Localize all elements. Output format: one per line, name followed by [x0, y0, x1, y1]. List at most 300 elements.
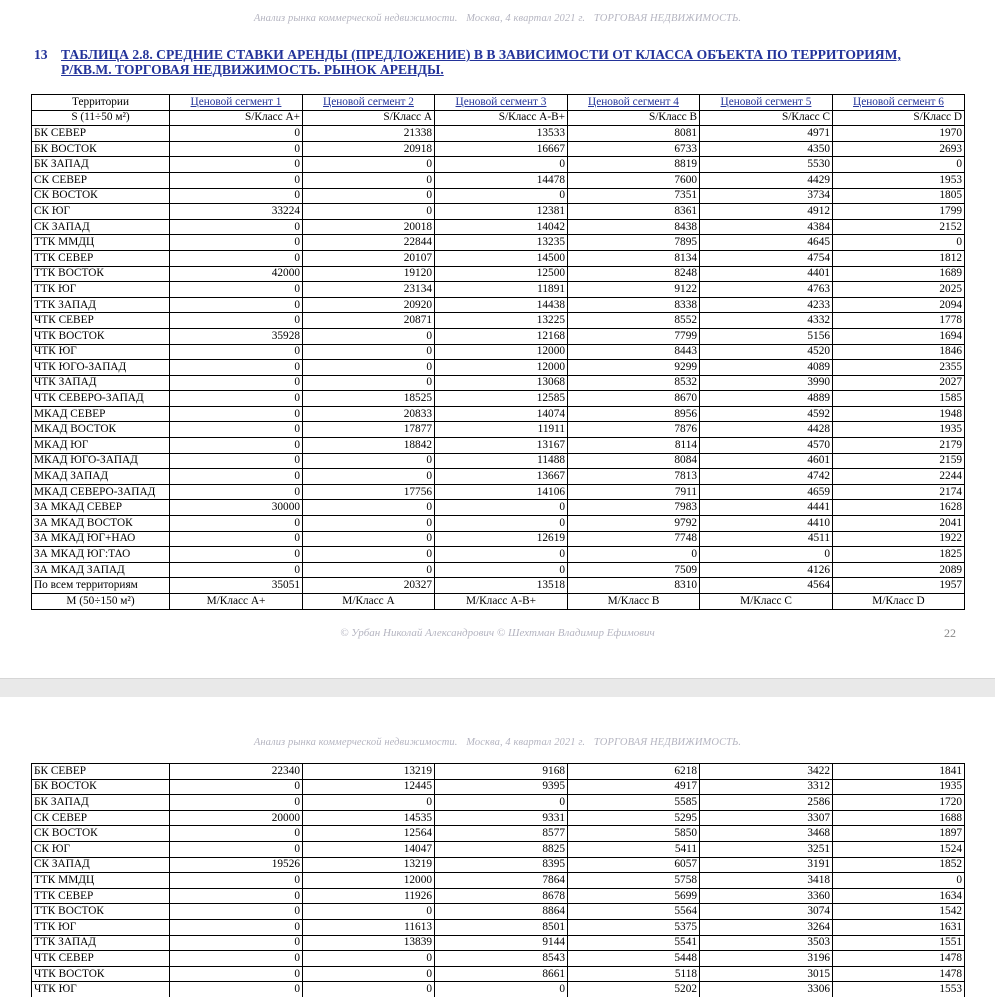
rate-cell: 0 — [170, 375, 303, 391]
rate-cell: 3422 — [700, 764, 833, 780]
rate-cell: 0 — [303, 951, 435, 967]
table-row — [32, 982, 965, 997]
territory-name: МКАД СЕВЕР — [32, 406, 170, 422]
rate-cell: 0 — [303, 562, 435, 578]
rate-cell: 0 — [435, 157, 568, 173]
rate-cell: 20920 — [303, 297, 435, 313]
rate-cell: 1805 — [833, 188, 965, 204]
rate-cell: 8114 — [568, 438, 700, 454]
rate-cell: 1689 — [833, 266, 965, 282]
territory-name: МКАД СЕВЕРО-ЗАПАД — [32, 484, 170, 500]
rate-cell: 1478 — [833, 951, 965, 967]
rate-cell: 11926 — [303, 888, 435, 904]
rate-cell: 1970 — [833, 126, 965, 142]
territory-name: БК ЗАПАД — [32, 795, 170, 811]
rate-cell: 17877 — [303, 422, 435, 438]
rate-cell: 4971 — [700, 126, 833, 142]
rate-cell: 0 — [170, 469, 303, 485]
rate-cell: 30000 — [170, 500, 303, 516]
rate-cell: 0 — [833, 157, 965, 173]
rate-cell: 4441 — [700, 500, 833, 516]
rate-cell: 4763 — [700, 282, 833, 298]
rate-cell: 4742 — [700, 469, 833, 485]
rate-cell: 8248 — [568, 266, 700, 282]
rate-cell: 14478 — [435, 172, 568, 188]
rate-cell: 1799 — [833, 204, 965, 220]
table-title-line1: ТАБЛИЦА 2.8. СРЕДНИЕ СТАВКИ АРЕНДЫ (ПРЕДЛОЖЕНИЕ) В В ЗАВИСИМОСТИ ОТ КЛАССА ОБЪЕКТА ПО ТЕРРИТОРИЯМ, — [61, 47, 901, 62]
table-row — [32, 469, 965, 485]
rate-cell: 8361 — [568, 204, 700, 220]
rate-cell: 3191 — [700, 857, 833, 873]
rate-cell: 1957 — [833, 578, 965, 594]
rate-cell: 14074 — [435, 406, 568, 422]
rate-cell: 8552 — [568, 313, 700, 329]
running-header — [0, 13, 995, 24]
territory-name: БК ВОСТОК — [32, 779, 170, 795]
table-row — [32, 795, 965, 811]
territory-name: БК СЕВЕР — [32, 126, 170, 142]
rate-cell: 3307 — [700, 810, 833, 826]
running-header-left: Анализ рынка коммерческой недвижимости. — [253, 737, 458, 748]
rate-cell: 4564 — [700, 578, 833, 594]
rate-cell: 2693 — [833, 141, 965, 157]
rate-cell: 3418 — [700, 873, 833, 889]
rate-cell: 9395 — [435, 779, 568, 795]
rate-cell: 5564 — [568, 904, 700, 920]
rate-cell: 13667 — [435, 469, 568, 485]
rate-cell: 1694 — [833, 328, 965, 344]
rate-cell: 0 — [303, 469, 435, 485]
territory-name: ТТК ЗАПАД — [32, 935, 170, 951]
running-header — [0, 737, 995, 748]
rate-cell: 4592 — [700, 406, 833, 422]
rate-cell: 4912 — [700, 204, 833, 220]
table-row — [32, 313, 965, 329]
rate-cell: 0 — [170, 422, 303, 438]
rate-cell: 13235 — [435, 235, 568, 251]
territory-header: Территории — [32, 95, 170, 111]
rate-cell: 0 — [303, 344, 435, 360]
section-number: 13 — [34, 47, 48, 62]
territory-name: ЧТК СЕВЕР — [32, 951, 170, 967]
rate-cell: 8438 — [568, 219, 700, 235]
rate-cell: 3503 — [700, 935, 833, 951]
territory-name: ТТК ЗАПАД — [32, 297, 170, 313]
rate-cell: 4659 — [700, 484, 833, 500]
table-row — [32, 951, 965, 967]
rate-cell: 8081 — [568, 126, 700, 142]
rate-cell: 0 — [303, 904, 435, 920]
rate-cell: 0 — [170, 126, 303, 142]
table-row — [32, 375, 965, 391]
rate-cell: 0 — [170, 873, 303, 889]
rate-cell: 2027 — [833, 375, 965, 391]
rate-cell: 4089 — [700, 360, 833, 376]
rate-cell: 0 — [303, 500, 435, 516]
rate-cell: 3264 — [700, 919, 833, 935]
rate-cell: 7864 — [435, 873, 568, 889]
rate-cell: 1948 — [833, 406, 965, 422]
table-row — [32, 500, 965, 516]
rate-cell: 0 — [303, 516, 435, 532]
territory-name: МКАД ВОСТОК — [32, 422, 170, 438]
rate-cell: 8819 — [568, 157, 700, 173]
rate-cell: 5541 — [568, 935, 700, 951]
rate-cell: 12000 — [435, 360, 568, 376]
territory-name: ТТК ММДЦ — [32, 873, 170, 889]
rate-cell: 0 — [170, 795, 303, 811]
rate-cell: 0 — [303, 188, 435, 204]
rate-cell: 1846 — [833, 344, 965, 360]
size-header: S (11÷50 м²) — [32, 110, 170, 126]
rate-cell: 0 — [170, 919, 303, 935]
territory-name: ЧТК СЕВЕРО-ЗАПАД — [32, 391, 170, 407]
rate-cell: 11891 — [435, 282, 568, 298]
rate-cell: 0 — [170, 297, 303, 313]
rate-cell: 18525 — [303, 391, 435, 407]
segment-header: Ценовой сегмент 2 — [303, 95, 435, 111]
rate-cell: 0 — [170, 235, 303, 251]
rate-cell: 0 — [435, 982, 568, 997]
rate-cell: 3312 — [700, 779, 833, 795]
rate-cell: 1634 — [833, 888, 965, 904]
rate-cell: 0 — [170, 982, 303, 997]
table-row — [32, 919, 965, 935]
table-row — [32, 406, 965, 422]
table-row — [32, 779, 965, 795]
rate-cell: 20018 — [303, 219, 435, 235]
rate-cell: 16667 — [435, 141, 568, 157]
rate-cell: 7983 — [568, 500, 700, 516]
rate-cell: 9144 — [435, 935, 568, 951]
rate-cell: 9331 — [435, 810, 568, 826]
rate-cell: 0 — [833, 235, 965, 251]
rate-cell: 12619 — [435, 531, 568, 547]
table-row — [32, 157, 965, 173]
rate-cell: 0 — [170, 453, 303, 469]
rate-cell: 1542 — [833, 904, 965, 920]
rate-cell: 0 — [303, 360, 435, 376]
table-row — [32, 531, 965, 547]
table-row — [32, 328, 965, 344]
rate-cell: 0 — [170, 313, 303, 329]
table-row — [32, 126, 965, 142]
rate-cell: 0 — [170, 888, 303, 904]
rate-cell: 7748 — [568, 531, 700, 547]
size-footer-row — [32, 594, 965, 610]
rate-cell: 5448 — [568, 951, 700, 967]
table-row — [32, 857, 965, 873]
rate-cell: 0 — [170, 141, 303, 157]
rate-cell: 4754 — [700, 250, 833, 266]
table-row — [32, 266, 965, 282]
territory-name: ТТК СЕВЕР — [32, 888, 170, 904]
territory-name: ЗА МКАД СЕВЕР — [32, 500, 170, 516]
rate-cell: 20918 — [303, 141, 435, 157]
table-row — [32, 250, 965, 266]
rate-cell: 3990 — [700, 375, 833, 391]
rate-cell: 5585 — [568, 795, 700, 811]
rate-cell: 8532 — [568, 375, 700, 391]
table-row — [32, 578, 965, 594]
rate-cell: 0 — [170, 250, 303, 266]
segment-header: Ценовой сегмент 6 — [833, 95, 965, 111]
rate-cell: 0 — [170, 904, 303, 920]
rate-cell: 2586 — [700, 795, 833, 811]
rate-cell: 14535 — [303, 810, 435, 826]
rate-cell: 5850 — [568, 826, 700, 842]
territory-name: СК СЕВЕР — [32, 810, 170, 826]
rate-cell: 0 — [303, 982, 435, 997]
rate-cell: 12500 — [435, 266, 568, 282]
rate-cell: 14042 — [435, 219, 568, 235]
class-footer: М/Класс В — [568, 594, 700, 610]
rate-cell: 3468 — [700, 826, 833, 842]
table-row — [32, 966, 965, 982]
rate-cell: 0 — [303, 547, 435, 563]
class-header: S/Класс С — [700, 110, 833, 126]
rate-cell: 14500 — [435, 250, 568, 266]
rate-cell: 0 — [170, 779, 303, 795]
territory-name: ЧТК ВОСТОК — [32, 328, 170, 344]
table-row — [32, 935, 965, 951]
rate-cell: 0 — [435, 188, 568, 204]
territory-name: ТТК ММДЦ — [32, 235, 170, 251]
rate-cell: 4570 — [700, 438, 833, 454]
territory-name: БК ВОСТОК — [32, 141, 170, 157]
rate-cell: 0 — [170, 282, 303, 298]
territory-name: СК СЕВЕР — [32, 172, 170, 188]
table-row — [32, 562, 965, 578]
rate-cell: 8395 — [435, 857, 568, 873]
rate-cell: 8864 — [435, 904, 568, 920]
rate-cell: 2244 — [833, 469, 965, 485]
rate-cell: 12000 — [303, 873, 435, 889]
rate-cell: 0 — [170, 935, 303, 951]
territory-name: МКАД ЗАПАД — [32, 469, 170, 485]
table-row — [32, 282, 965, 298]
rate-cell: 0 — [170, 157, 303, 173]
rate-cell: 12564 — [303, 826, 435, 842]
rate-cell: 2355 — [833, 360, 965, 376]
rate-cell: 1478 — [833, 966, 965, 982]
rate-cell: 0 — [303, 328, 435, 344]
rate-cell: 4428 — [700, 422, 833, 438]
rate-cell: 0 — [303, 375, 435, 391]
territory-name: СК ВОСТОК — [32, 826, 170, 842]
rate-cell: 11613 — [303, 919, 435, 935]
rate-cell: 22340 — [170, 764, 303, 780]
rate-cell: 7509 — [568, 562, 700, 578]
rate-cell: 0 — [170, 172, 303, 188]
rate-cell: 13219 — [303, 857, 435, 873]
rate-cell: 0 — [303, 453, 435, 469]
rate-cell: 3074 — [700, 904, 833, 920]
rate-cell: 4511 — [700, 531, 833, 547]
rate-cell: 0 — [303, 157, 435, 173]
rate-cell: 0 — [170, 547, 303, 563]
running-header-middle: Москва, 4 квартал 2021 г. — [466, 737, 586, 748]
rate-cell: 13167 — [435, 438, 568, 454]
rate-cell: 3196 — [700, 951, 833, 967]
rate-cell: 2025 — [833, 282, 965, 298]
rate-cell: 11488 — [435, 453, 568, 469]
rate-cell: 14106 — [435, 484, 568, 500]
rate-cell: 5202 — [568, 982, 700, 997]
rate-cell: 1778 — [833, 313, 965, 329]
rate-cell: 4645 — [700, 235, 833, 251]
rate-cell: 20327 — [303, 578, 435, 594]
rate-cell: 2089 — [833, 562, 965, 578]
rate-cell: 42000 — [170, 266, 303, 282]
territory-name: ЧТК ЗАПАД — [32, 375, 170, 391]
rate-cell: 20833 — [303, 406, 435, 422]
rate-cell: 4889 — [700, 391, 833, 407]
rate-cell: 4917 — [568, 779, 700, 795]
rate-cell: 1922 — [833, 531, 965, 547]
rate-cell: 12585 — [435, 391, 568, 407]
rate-cell: 11911 — [435, 422, 568, 438]
rate-cell: 0 — [170, 826, 303, 842]
rate-cell: 0 — [170, 516, 303, 532]
rate-cell: 4410 — [700, 516, 833, 532]
class-header: S/Класс А-В+ — [435, 110, 568, 126]
table-row — [32, 904, 965, 920]
table-row — [32, 235, 965, 251]
rate-cell: 35928 — [170, 328, 303, 344]
rate-cell: 0 — [170, 438, 303, 454]
territory-name: СК ЗАПАД — [32, 219, 170, 235]
rate-cell: 7895 — [568, 235, 700, 251]
rate-cell: 7876 — [568, 422, 700, 438]
rate-cell: 9168 — [435, 764, 568, 780]
table-row — [32, 547, 965, 563]
rate-cell: 3360 — [700, 888, 833, 904]
rate-cell: 17756 — [303, 484, 435, 500]
rent-rates-table-continued — [31, 763, 965, 997]
rate-cell: 8670 — [568, 391, 700, 407]
rate-cell: 1935 — [833, 422, 965, 438]
rate-cell: 4126 — [700, 562, 833, 578]
territory-name: ЗА МКАД ЮГ+НАО — [32, 531, 170, 547]
rate-cell: 13068 — [435, 375, 568, 391]
rate-cell: 8661 — [435, 966, 568, 982]
rate-cell: 0 — [170, 360, 303, 376]
table-row — [32, 810, 965, 826]
territory-name: МКАД ЮГ — [32, 438, 170, 454]
running-header-right: ТОРГОВАЯ НЕДВИЖИМОСТЬ. — [593, 737, 742, 748]
rate-cell: 0 — [170, 966, 303, 982]
rate-cell: 0 — [170, 562, 303, 578]
rate-cell: 1935 — [833, 779, 965, 795]
rate-cell: 7813 — [568, 469, 700, 485]
table-row — [32, 764, 965, 780]
rate-cell: 12168 — [435, 328, 568, 344]
territory-name: ЧТК ЮГО-ЗАПАД — [32, 360, 170, 376]
class-footer: М/Класс А-В+ — [435, 594, 568, 610]
document-page-2 — [0, 697, 995, 997]
table-row — [32, 172, 965, 188]
rate-cell: 8443 — [568, 344, 700, 360]
segment-header: Ценовой сегмент 4 — [568, 95, 700, 111]
rate-cell: 2094 — [833, 297, 965, 313]
segment-header-row — [32, 95, 965, 111]
rate-cell: 4520 — [700, 344, 833, 360]
table-row — [32, 297, 965, 313]
territory-name: БК СЕВЕР — [32, 764, 170, 780]
territory-name: ТТК СЕВЕР — [32, 250, 170, 266]
rate-cell: 0 — [435, 516, 568, 532]
territory-name: СК ЮГ — [32, 841, 170, 857]
territory-name: ТТК ВОСТОК — [32, 266, 170, 282]
class-footer: М/Класс А+ — [170, 594, 303, 610]
table-title-line2: Р/КВ.М. ТОРГОВАЯ НЕДВИЖИМОСТЬ. РЫНОК АРЕНДЫ. — [61, 62, 444, 77]
rate-cell: 3734 — [700, 188, 833, 204]
rate-cell: 0 — [568, 547, 700, 563]
rate-cell: 0 — [170, 951, 303, 967]
rate-cell: 20871 — [303, 313, 435, 329]
rate-cell: 8338 — [568, 297, 700, 313]
size-footer: M (50÷150 м²) — [32, 594, 170, 610]
rate-cell: 6057 — [568, 857, 700, 873]
rate-cell: 0 — [435, 500, 568, 516]
table-row — [32, 188, 965, 204]
rate-cell: 8084 — [568, 453, 700, 469]
rate-cell: 3251 — [700, 841, 833, 857]
table-row — [32, 422, 965, 438]
rate-cell: 3015 — [700, 966, 833, 982]
rate-cell: 1720 — [833, 795, 965, 811]
rate-cell: 4350 — [700, 141, 833, 157]
rate-cell: 12000 — [435, 344, 568, 360]
territory-name: ЧТК СЕВЕР — [32, 313, 170, 329]
rate-cell: 2041 — [833, 516, 965, 532]
table-row — [32, 204, 965, 220]
rate-cell: 0 — [700, 547, 833, 563]
rate-cell: 0 — [170, 406, 303, 422]
rate-cell: 2179 — [833, 438, 965, 454]
rate-cell: 1897 — [833, 826, 965, 842]
rate-cell: 0 — [170, 344, 303, 360]
rate-cell: 12381 — [435, 204, 568, 220]
rate-cell: 1688 — [833, 810, 965, 826]
rate-cell: 1841 — [833, 764, 965, 780]
rate-cell: 20107 — [303, 250, 435, 266]
rate-cell: 5156 — [700, 328, 833, 344]
class-footer: М/Класс С — [700, 594, 833, 610]
rate-cell: 2159 — [833, 453, 965, 469]
rate-cell: 6218 — [568, 764, 700, 780]
territory-name: СК ЗАПАД — [32, 857, 170, 873]
running-header-middle: Москва, 4 квартал 2021 г. — [466, 13, 586, 24]
rate-cell: 0 — [303, 531, 435, 547]
table-row — [32, 141, 965, 157]
class-header-row — [32, 110, 965, 126]
territory-name: БК ЗАПАД — [32, 157, 170, 173]
rate-cell: 0 — [435, 562, 568, 578]
rate-cell: 8577 — [435, 826, 568, 842]
rate-cell: 18842 — [303, 438, 435, 454]
rate-cell: 5699 — [568, 888, 700, 904]
rate-cell: 0 — [170, 484, 303, 500]
segment-header: Ценовой сегмент 5 — [700, 95, 833, 111]
rate-cell: 1628 — [833, 500, 965, 516]
rate-cell: 1551 — [833, 935, 965, 951]
rate-cell: 19120 — [303, 266, 435, 282]
rate-cell: 21338 — [303, 126, 435, 142]
class-header: S/Класс В — [568, 110, 700, 126]
table-row — [32, 516, 965, 532]
